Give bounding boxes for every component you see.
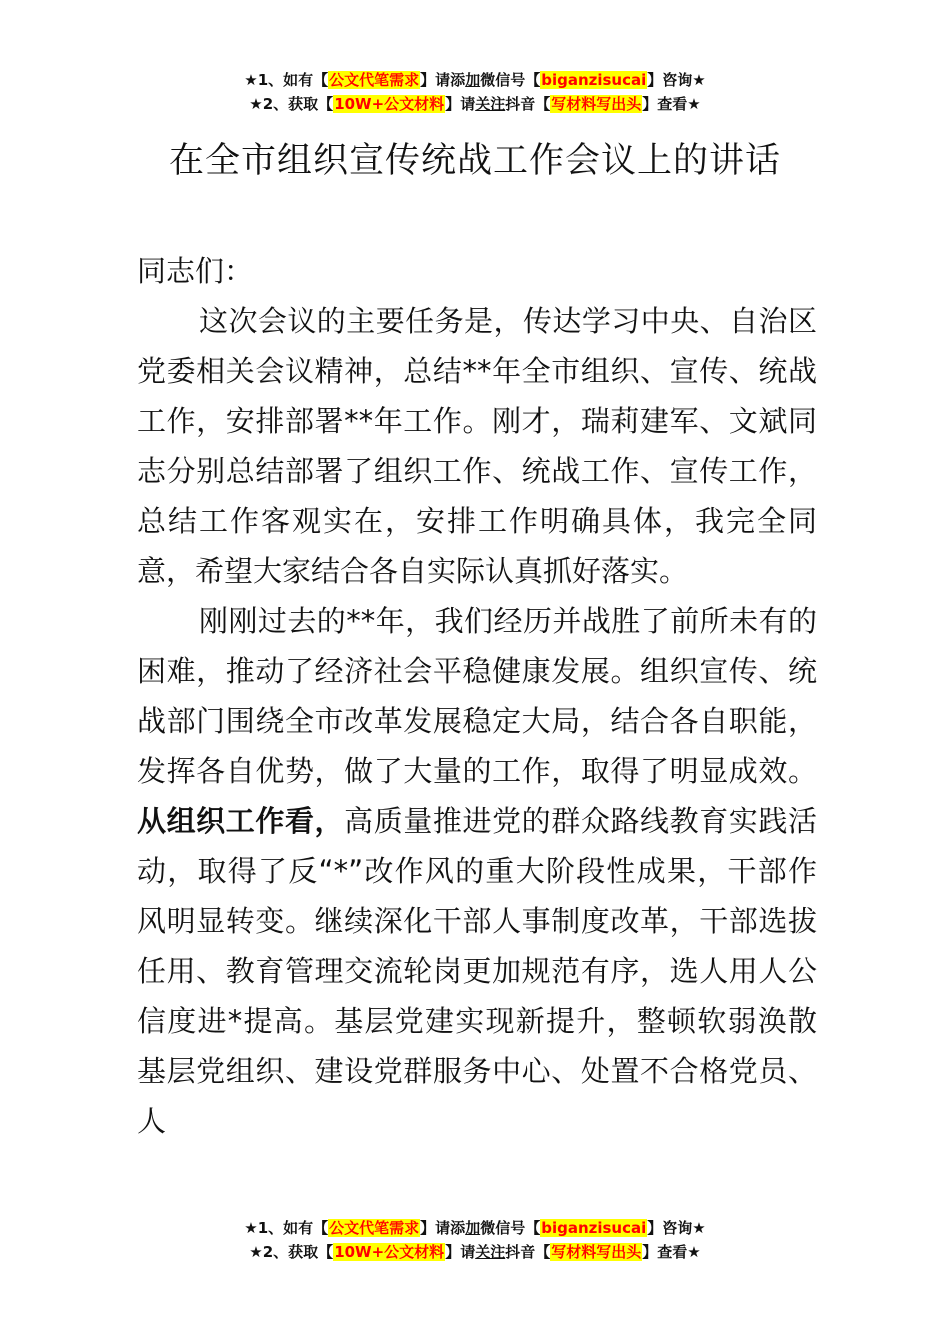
promo-highlight: biganzisucai bbox=[541, 1219, 647, 1237]
promo-highlight: 10W+公文材料 bbox=[334, 95, 445, 113]
promo-text: ★2、获取【 bbox=[249, 95, 334, 113]
promo-text: ★2、获取【 bbox=[249, 1243, 334, 1261]
promo-line-1 bbox=[0, 68, 950, 92]
promo-text: 】咨询★ bbox=[647, 1219, 706, 1237]
promo-highlight: 10W+公文材料 bbox=[334, 1243, 445, 1261]
promo-emphasis: 加 bbox=[465, 71, 481, 89]
promo-emphasis: 加 bbox=[465, 1219, 481, 1237]
document-title: 在全市组织宣传统战工作会议上的讲话 bbox=[168, 141, 781, 181]
promo-text: 】咨询★ bbox=[647, 71, 706, 89]
promo-text: 微信号【 bbox=[480, 71, 541, 89]
paragraph-1: 这次会议的主要任务是，传达学习中央、自治区党委相关会议精神，总结**年全市组织、宣传、统战工作，安排部署**年工作。刚才，瑞莉建军、文斌同志分别总结部署了组织工作、统战工作、宣传工作，总结工作客观实在，安排工作明确具体，我完全同意，希望大家结合各自实际认真抓好落实。 bbox=[137, 304, 817, 588]
paragraph-2 bbox=[137, 596, 817, 1146]
promo-text: 】查看★ bbox=[642, 95, 701, 113]
salutation: 同志们： bbox=[137, 254, 254, 288]
promo-line-2 bbox=[0, 1240, 950, 1264]
promo-emphasis: 关注 bbox=[475, 95, 506, 113]
paragraph-2-rest: 高质量推进党的群众路线教育实践活动，取得了反“*”改作风的重大阶段性成果，干部作风明显转变。继续深化干部人事制度改革，干部选拔任用、教育管理交流轮岗更加规范有序，选人用人公信度进*提高。基层党建实现新提升，整顿软弱涣散基层党组织、建设党群服务中心、处置不合格党员、人 bbox=[137, 804, 817, 1138]
promo-line-2 bbox=[0, 92, 950, 116]
promo-text: 抖音【 bbox=[505, 1243, 551, 1261]
promo-highlight: 写材料写出头 bbox=[551, 1243, 642, 1261]
promo-emphasis: 关注 bbox=[475, 1243, 506, 1261]
promo-text: 】请 bbox=[445, 95, 476, 113]
promo-text: ★1、如有【 bbox=[244, 1219, 329, 1237]
footer-promo-banner bbox=[0, 1216, 950, 1264]
promo-text: 微信号【 bbox=[480, 1219, 541, 1237]
promo-text: 】请添 bbox=[420, 71, 466, 89]
header-promo-banner bbox=[0, 68, 950, 116]
promo-highlight: 写材料写出头 bbox=[551, 95, 642, 113]
promo-text: 】请 bbox=[445, 1243, 476, 1261]
promo-highlight: 公文代笔需求 bbox=[329, 1219, 420, 1237]
promo-text: ★1、如有【 bbox=[244, 71, 329, 89]
promo-line-1 bbox=[0, 1216, 950, 1240]
promo-text: 】请添 bbox=[420, 1219, 466, 1237]
promo-text: 】查看★ bbox=[642, 1243, 701, 1261]
paragraph-2-bold-heading: 从组织工作看， bbox=[137, 804, 345, 838]
promo-text: 抖音【 bbox=[505, 95, 551, 113]
paragraph-2-start: 刚刚过去的**年，我们经历并战胜了前所未有的困难，推动了经济社会平稳健康发展。组织宣传、统战部门围绕全市改革发展稳定大局，结合各自职能，发挥各自优势，做了大量的工作，取得了明显成效。 bbox=[137, 604, 817, 788]
promo-highlight: biganzisucai bbox=[541, 71, 647, 89]
promo-highlight: 公文代笔需求 bbox=[329, 71, 420, 89]
document-body bbox=[137, 246, 817, 1146]
